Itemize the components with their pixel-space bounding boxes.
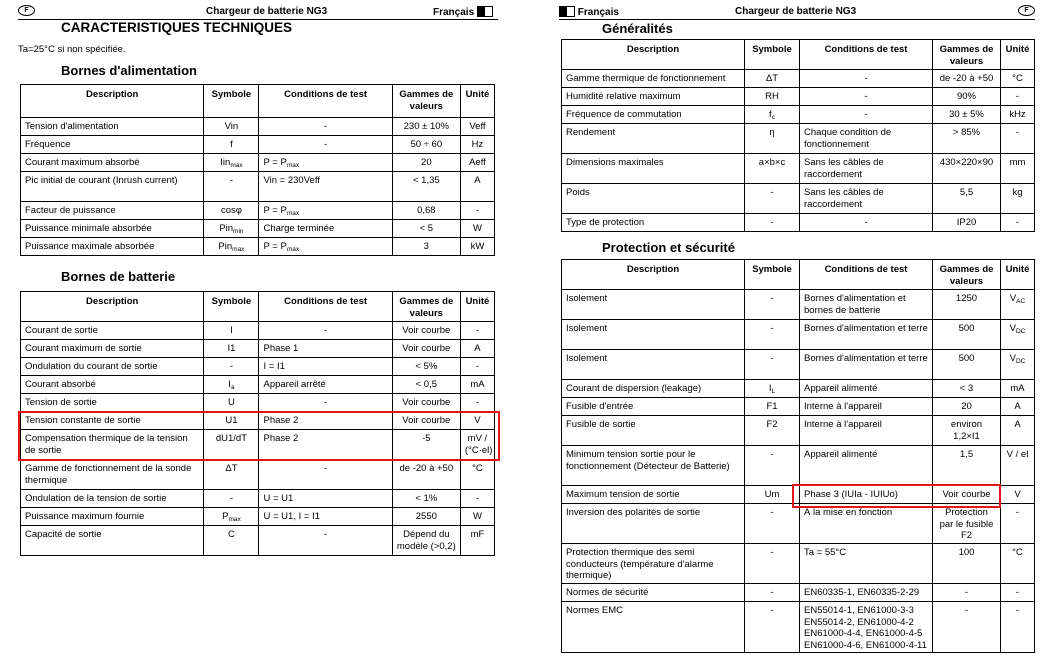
cell-unit: W: [460, 220, 494, 238]
column-header: Conditions de test: [259, 85, 392, 118]
table-row: [562, 416, 1035, 446]
cell-description: Poids: [562, 184, 745, 214]
cell-condition: Chaque condition de fonctionnement: [800, 124, 933, 154]
cell-symbol: I1: [204, 340, 259, 358]
cell-symbol: f: [204, 136, 259, 154]
column-header: Symbole: [204, 85, 259, 118]
cell-value: < 3: [933, 380, 1001, 398]
table-header-row: [562, 40, 1035, 70]
cell-condition: U = U1: [259, 490, 392, 508]
column-header: Unité: [1001, 260, 1035, 290]
cell-value: de -20 à +50: [392, 460, 460, 490]
column-header: Gammes de valeurs: [933, 260, 1001, 290]
table-header-row: [21, 85, 495, 118]
cell-unit: V / el: [1001, 446, 1035, 486]
subscript: DC: [1015, 358, 1026, 365]
table-row: [562, 124, 1035, 154]
cell-unit: -: [460, 202, 494, 220]
table-row: [21, 460, 495, 490]
cell-value: 50 ÷ 60: [392, 136, 460, 154]
cell-description: Normes EMC: [562, 602, 745, 653]
table-row: [21, 376, 495, 394]
cell-unit: A: [460, 340, 494, 358]
cell-description: Courant maximum de sortie: [21, 340, 204, 358]
table-row: [562, 184, 1035, 214]
cell-value: < 5: [392, 220, 460, 238]
cell-value: environ 1,2×I1: [933, 416, 1001, 446]
column-header: Unité: [1001, 40, 1035, 70]
cell-symbol: RH: [745, 88, 800, 106]
subscript: max: [286, 246, 300, 253]
cell-description: Tension de sortie: [21, 394, 204, 412]
cell-unit: $V_{AC}$: [1001, 290, 1035, 320]
cell-condition: -: [800, 88, 933, 106]
cell-description: Isolement: [562, 290, 745, 320]
table-row: [21, 220, 495, 238]
cell-unit: V: [1001, 486, 1035, 504]
table-row: [562, 398, 1035, 416]
cell-value: -: [933, 602, 1001, 653]
cell-condition: Charge terminée: [259, 220, 392, 238]
column-header: Conditions de test: [259, 292, 392, 322]
cell-unit: V: [460, 412, 494, 430]
column-header: Description: [21, 292, 204, 322]
cell-description: Courant maximum absorbé: [21, 154, 204, 172]
logo-f-icon: F: [18, 5, 35, 16]
column-header: Description: [562, 260, 745, 290]
cell-unit: -: [460, 490, 494, 508]
section-title: Bornes d'alimentation: [61, 63, 197, 78]
subscript: max: [228, 516, 241, 523]
cell-description: Minimum tension sortie pour le fonctionnement (Détecteur de Batterie): [562, 446, 745, 486]
cell-value: 90%: [933, 88, 1001, 106]
power-terminals-table: [20, 84, 495, 256]
cell-description: Maximum tension de sortie: [562, 486, 745, 504]
cell-description: Courant de dispersion (leakage): [562, 380, 745, 398]
table-row: [21, 508, 495, 526]
cell-description: Pic initial de courant (Inrush current): [21, 172, 204, 202]
cell-symbol: Um: [745, 486, 800, 504]
table-header-row: [562, 260, 1035, 290]
cell-value: Voir courbe: [392, 340, 460, 358]
column-header: Conditions de test: [800, 260, 933, 290]
table-row: [21, 172, 495, 202]
table-row: [21, 526, 495, 556]
cell-unit: mF: [460, 526, 494, 556]
cell-value: < 0,5: [392, 376, 460, 394]
cell-symbol: $I_L$: [745, 380, 800, 398]
cell-description: Ondulation du courant de sortie: [21, 358, 204, 376]
cell-symbol: -: [745, 320, 800, 350]
cell-symbol: -: [745, 290, 800, 320]
cell-condition: Interne à l'appareil: [800, 416, 933, 446]
cell-condition: U = U1, I = I1: [259, 508, 392, 526]
cell-symbol: Pin$_{max}$: [204, 238, 259, 256]
cell-unit: mV / (°C·el): [460, 430, 494, 460]
cell-value: 5,5: [933, 184, 1001, 214]
table-row: [562, 106, 1035, 124]
cell-unit: mm: [1001, 154, 1035, 184]
table-row: [562, 154, 1035, 184]
cell-unit: Hz: [460, 136, 494, 154]
cell-value: 430×220×90: [933, 154, 1001, 184]
cell-symbol: U1: [204, 412, 259, 430]
cell-unit: Aeff: [460, 154, 494, 172]
cell-description: Gamme de fonctionnement de la sonde thermique: [21, 460, 204, 490]
cell-condition: $P = P_{max}$: [259, 238, 392, 256]
cell-value: 20: [392, 154, 460, 172]
cell-value: de -20 à +50: [933, 70, 1001, 88]
column-header: Gammes de valeurs: [392, 292, 460, 322]
general-table: [561, 39, 1035, 232]
cell-unit: mA: [460, 376, 494, 394]
column-header: Unité: [460, 85, 494, 118]
cell-condition: $P = P_{max}$: [259, 154, 392, 172]
cell-condition: Appareil alimenté: [800, 446, 933, 486]
cell-symbol: -: [204, 172, 259, 202]
header-language: Français: [433, 6, 493, 18]
cell-symbol: -: [204, 490, 259, 508]
cell-description: Isolement: [562, 350, 745, 380]
column-header: Gammes de valeurs: [933, 40, 1001, 70]
table-row: [21, 358, 495, 376]
flag-icon: [559, 6, 575, 17]
cell-condition: Appareil alimenté: [800, 380, 933, 398]
cell-value: 500: [933, 350, 1001, 380]
cell-value: > 85%: [933, 124, 1001, 154]
cell-unit: A: [1001, 416, 1035, 446]
cell-value: < 5%: [392, 358, 460, 376]
cell-symbol: dU1/dT: [204, 430, 259, 460]
subscript: c: [771, 114, 775, 121]
cell-value: 3: [392, 238, 460, 256]
table-row: [562, 290, 1035, 320]
cell-unit: W: [460, 508, 494, 526]
cell-condition: EN55014-1, EN61000-3-3 EN55014-2, EN61000-4-2 EN61000-4-4, EN61000-4-5 EN61000-4-6, EN61000-4-11: [800, 602, 933, 653]
cell-description: Tension d'alimentation: [21, 118, 204, 136]
column-header: Conditions de test: [800, 40, 933, 70]
table-row: [21, 118, 495, 136]
table-row: [562, 504, 1035, 544]
cell-symbol: -: [745, 544, 800, 584]
cell-condition: -: [259, 322, 392, 340]
cell-unit: -: [460, 322, 494, 340]
cell-condition: À la mise en fonction: [800, 504, 933, 544]
cell-condition: Sans les câbles de raccordement: [800, 154, 933, 184]
table-row: [562, 350, 1035, 380]
table-row: [21, 394, 495, 412]
cell-unit: -: [1001, 584, 1035, 602]
cell-condition: -: [800, 214, 933, 232]
cell-value: -5: [392, 430, 460, 460]
cell-description: Dimensions maximales: [562, 154, 745, 184]
cell-symbol: -: [745, 350, 800, 380]
cell-unit: A: [1001, 398, 1035, 416]
cell-condition: I = I1: [259, 358, 392, 376]
cell-unit: $V_{DC}$: [1001, 350, 1035, 380]
subscript: max: [230, 162, 243, 169]
cell-unit: -: [1001, 214, 1035, 232]
cell-description: Gamme thermique de fonctionnement: [562, 70, 745, 88]
cell-unit: -: [1001, 602, 1035, 653]
cell-value: Voir courbe: [392, 412, 460, 430]
cell-unit: -: [460, 394, 494, 412]
table-row: [562, 380, 1035, 398]
cell-unit: mA: [1001, 380, 1035, 398]
section-title: Bornes de batterie: [61, 269, 176, 284]
cell-description: Type de protection: [562, 214, 745, 232]
cell-value: < 1,35: [392, 172, 460, 202]
cell-condition: Bornes d'alimentation et bornes de batterie: [800, 290, 933, 320]
cell-condition: EN60335-1, EN60335-2-29: [800, 584, 933, 602]
column-header: Symbole: [204, 292, 259, 322]
cell-value: 500: [933, 320, 1001, 350]
table-row: [21, 490, 495, 508]
cell-symbol: -: [745, 214, 800, 232]
header-title: Chargeur de batterie NG3: [735, 6, 857, 17]
page-header: [18, 4, 498, 20]
temperature-note: Ta=25°C si non spécifiée.: [18, 44, 126, 55]
table-row: [21, 202, 495, 220]
table-row: [21, 238, 495, 256]
header-language: Français: [559, 6, 619, 18]
cell-value: 1,5: [933, 446, 1001, 486]
table-row: [562, 602, 1035, 653]
subscript: min: [233, 228, 244, 235]
table-row: [562, 214, 1035, 232]
cell-symbol: -: [745, 602, 800, 653]
subscript: DC: [1015, 328, 1026, 335]
cell-value: 100: [933, 544, 1001, 584]
cell-description: Tension constante de sortie: [21, 412, 204, 430]
cell-condition: Ta = 55°C: [800, 544, 933, 584]
cell-symbol: -: [204, 358, 259, 376]
cell-description: Humidité relative maximum: [562, 88, 745, 106]
cell-condition: Appareil arrêté: [259, 376, 392, 394]
cell-unit: A: [460, 172, 494, 202]
table-row: [21, 154, 495, 172]
subscript: max: [286, 162, 300, 169]
cell-symbol: cosφ: [204, 202, 259, 220]
column-header: Description: [21, 85, 204, 118]
cell-symbol: -: [745, 584, 800, 602]
cell-condition: Bornes d'alimentation et terre: [800, 320, 933, 350]
cell-unit: $V_{DC}$: [1001, 320, 1035, 350]
table-row: [562, 544, 1035, 584]
cell-unit: kg: [1001, 184, 1035, 214]
cell-description: Capacité de sortie: [21, 526, 204, 556]
subscript: max: [232, 246, 245, 253]
cell-description: Isolement: [562, 320, 745, 350]
cell-unit: -: [1001, 88, 1035, 106]
cell-value: 1250: [933, 290, 1001, 320]
protection-safety-table: [561, 259, 1035, 653]
cell-condition: Phase 2: [259, 412, 392, 430]
cell-value: < 1%: [392, 490, 460, 508]
cell-symbol: -: [745, 504, 800, 544]
cell-description: Puissance minimale absorbée: [21, 220, 204, 238]
cell-condition: -: [259, 394, 392, 412]
section-title: Protection et sécurité: [602, 240, 735, 255]
table-row: [21, 136, 495, 154]
cell-value: 0,68: [392, 202, 460, 220]
table-row: [21, 340, 495, 358]
cell-unit: -: [1001, 504, 1035, 544]
table-row: [562, 446, 1035, 486]
column-header: Unité: [460, 292, 494, 322]
cell-unit: kW: [460, 238, 494, 256]
cell-symbol: ΔT: [204, 460, 259, 490]
cell-symbol: $I_a$: [204, 376, 259, 394]
cell-symbol: $f_c$: [745, 106, 800, 124]
cell-value: 230 ± 10%: [392, 118, 460, 136]
cell-unit: °C: [1001, 70, 1035, 88]
main-title: CARACTERISTIQUES TECHNIQUES: [61, 20, 293, 35]
cell-condition: -: [259, 118, 392, 136]
cell-description: Puissance maximale absorbée: [21, 238, 204, 256]
cell-condition: Bornes d'alimentation et terre: [800, 350, 933, 380]
cell-symbol: F2: [745, 416, 800, 446]
subscript: AC: [1016, 298, 1026, 305]
column-header: Symbole: [745, 40, 800, 70]
cell-description: Courant absorbé: [21, 376, 204, 394]
highlight-box: [792, 484, 1001, 508]
table-row: [562, 88, 1035, 106]
cell-value: 2550: [392, 508, 460, 526]
cell-condition: Phase 3 (IUIa - IUIUo): [800, 486, 933, 504]
cell-symbol: I: [204, 322, 259, 340]
flag-icon: [477, 6, 493, 17]
header-title: Chargeur de batterie NG3: [206, 6, 328, 17]
cell-description: Fréquence de commutation: [562, 106, 745, 124]
cell-value: -: [933, 584, 1001, 602]
cell-symbol: -: [745, 446, 800, 486]
cell-description: Fusible d'entrée: [562, 398, 745, 416]
subscript: L: [771, 388, 776, 395]
cell-unit: °C: [1001, 544, 1035, 584]
cell-unit: Veff: [460, 118, 494, 136]
cell-condition: -: [259, 460, 392, 490]
cell-symbol: ΔT: [745, 70, 800, 88]
cell-description: Compensation thermique de la tension de sortie: [21, 430, 204, 460]
cell-description: Fusible de sortie: [562, 416, 745, 446]
table-row: [562, 320, 1035, 350]
cell-description: Courant de sortie: [21, 322, 204, 340]
cell-condition: -: [800, 70, 933, 88]
table-row: [21, 322, 495, 340]
cell-symbol: -: [745, 184, 800, 214]
cell-condition: Interne à l'appareil: [800, 398, 933, 416]
cell-description: Rendement: [562, 124, 745, 154]
logo-f-icon: F: [1018, 5, 1035, 16]
cell-condition: Phase 1: [259, 340, 392, 358]
page-header: [559, 4, 1035, 20]
cell-condition: -: [259, 136, 392, 154]
cell-condition: Phase 2: [259, 430, 392, 460]
cell-symbol: Vin: [204, 118, 259, 136]
highlight-box: [18, 411, 500, 461]
cell-description: Facteur de puissance: [21, 202, 204, 220]
cell-symbol: F1: [745, 398, 800, 416]
section-title: Généralités: [602, 21, 673, 36]
cell-symbol: Iin$_{max}$: [204, 154, 259, 172]
cell-description: Inversion des polarités de sortie: [562, 504, 745, 544]
cell-value: Voir courbe: [392, 394, 460, 412]
cell-symbol: C: [204, 526, 259, 556]
cell-condition: -: [259, 526, 392, 556]
cell-symbol: a×b×c: [745, 154, 800, 184]
cell-symbol: U: [204, 394, 259, 412]
cell-value: IP20: [933, 214, 1001, 232]
cell-description: Ondulation de la tension de sortie: [21, 490, 204, 508]
cell-symbol: $P_{max}$: [204, 508, 259, 526]
cell-value: Protection par le fusible F2: [933, 504, 1001, 544]
table-header-row: [21, 292, 495, 322]
cell-value: 20: [933, 398, 1001, 416]
cell-condition: $P = P_{max}$: [259, 202, 392, 220]
cell-value: 30 ± 5%: [933, 106, 1001, 124]
column-header: Symbole: [745, 260, 800, 290]
table-row: [562, 584, 1035, 602]
column-header: Description: [562, 40, 745, 70]
cell-unit: °C: [460, 460, 494, 490]
column-header: Gammes de valeurs: [392, 85, 460, 118]
cell-value: Dépend du modèle (>0,2): [392, 526, 460, 556]
cell-symbol: η: [745, 124, 800, 154]
cell-condition: Vin = 230Veff: [259, 172, 392, 202]
cell-description: Fréquence: [21, 136, 204, 154]
subscript: max: [286, 210, 300, 217]
cell-description: Puissance maximum fournie: [21, 508, 204, 526]
cell-condition: Sans les câbles de raccordement: [800, 184, 933, 214]
cell-unit: kHz: [1001, 106, 1035, 124]
subscript: a: [230, 384, 235, 391]
table-row: [562, 70, 1035, 88]
cell-description: Normes de sécurité: [562, 584, 745, 602]
cell-description: Protection thermique des semi conducteurs (température d'alarme thermique): [562, 544, 745, 584]
cell-condition: -: [800, 106, 933, 124]
cell-symbol: Pin$_{min}$: [204, 220, 259, 238]
cell-value: Voir courbe: [392, 322, 460, 340]
cell-unit: -: [1001, 124, 1035, 154]
cell-value: Voir courbe: [933, 486, 1001, 504]
cell-unit: -: [460, 358, 494, 376]
